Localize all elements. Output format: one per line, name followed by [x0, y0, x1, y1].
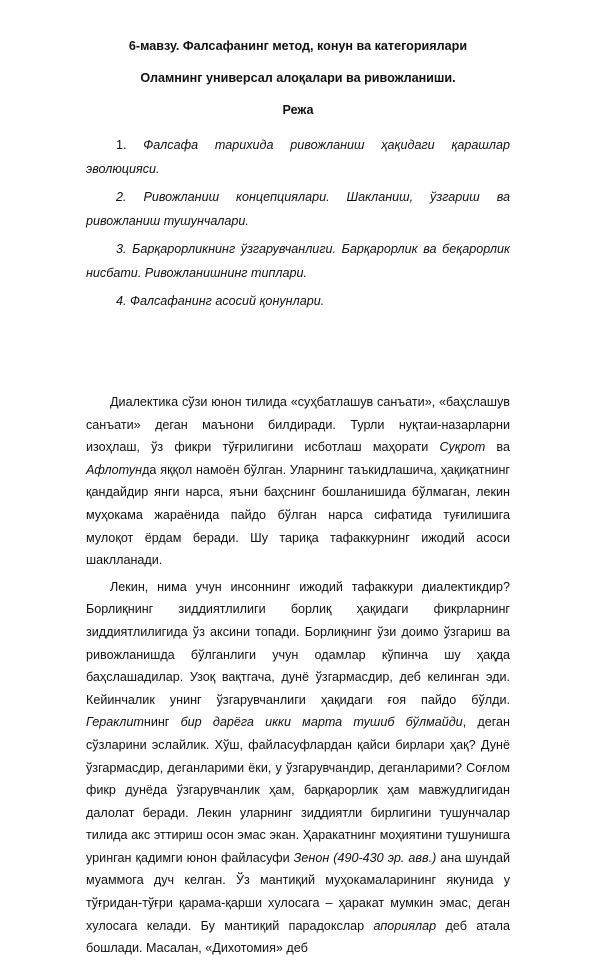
paragraph-text: деб атала бошлади. Масалан, «Дихотомия» деб — [86, 918, 510, 956]
name-heraclitus: Гераклит — [86, 715, 144, 730]
plan-item-number: 1. — [116, 138, 144, 152]
paragraph-text: , деган сўзларини эслайлик. Хўш, файласуфлардан қайси бирлари ҳақ? Дунё ўзгармасдир, деганларими ёки, у ўзгарувчандир, деганларими? Соғлом фикр дунёда ўзгарувчанлик ҳам, барқарорлик ҳам мавжудлигидан далолат беради. Лекин уларнинг зиддиятли бирлигини тушунчалар тилида акс эттириш осон эмас экан. Ҳаракатнинг моҳиятини тушунишга уринган қадимги юнон файласуфи — [86, 715, 510, 865]
plan-item-text: 2. Ривожланиш концепциялари. Шакланиш, ўзгариш ва ривожланиш тушунчалари. — [86, 190, 510, 228]
plan-item — [86, 185, 510, 233]
plan-item — [86, 133, 510, 181]
plan-item — [86, 237, 510, 285]
plan-heading: Режа — [282, 103, 314, 117]
topic-title: 6-мавзу. Фалсафанинг метод, конун ва категориялари — [128, 39, 468, 53]
plan-item-text: Фалсафа тарихида ривожланиш ҳақидаги қарашлар эволюцияси. — [86, 138, 510, 176]
plan-list — [86, 133, 510, 313]
body-paragraph — [86, 391, 510, 572]
paragraph-text: ана шундай муаммога дуч келган. Ўз мантиқий муҳокамаларининг якунида у тўғридан-тўғри қарама-қарши хулосага – ҳаракат мумкин эмас, деган хулосага келади. Бу мантиқий парадокслар — [86, 850, 511, 933]
topic-subtitle: Оламнинг универсал алоқалари ва ривожланиши. — [140, 71, 456, 85]
plan-item-text: 4. Фалсафанинг асосий қонунлари. — [116, 294, 325, 308]
plan-item-text: 3. Барқарорликнинг ўзгарувчанлиги. Барқарорлик ва беқарорлик нисбати. Ривожланишнинг типлари. — [86, 242, 510, 280]
body-paragraph — [86, 576, 510, 960]
quote-river: бир дарёга икки марта тушиб бўлмайди — [180, 715, 463, 730]
name-zeno: Зенон (490-430 эр. авв.) — [293, 850, 437, 865]
name-socrates: Суқрот — [439, 440, 486, 455]
plan-item — [86, 289, 510, 313]
section-gap — [86, 317, 510, 391]
paragraph-text: Лекин, нима учун инсоннинг ижодий тафаккури диалектикдир? Борлиқнинг зиддиятлилиги борлиқ ҳақидаги фикрларнинг зиддиятлилигида ўз аксини топади. Борлиқнинг ўзи доимо ўзгариш ва ривожланишда бўлганлиги учун одамлар кўпинча шу ҳақда баҳслашадилар. Узоқ вақтгача, дунё ўзгармасдир, деб келинган эди. Кейинчалик унинг ўзгарувчанлиги ҳақидаги ғоя пайдо бўлди. — [86, 579, 510, 707]
paragraph-text: ва — [485, 440, 510, 455]
paragraph-text: Диалектика сўзи юнон тилида «суҳбатлашув санъати», «баҳслашув санъати» деган маънони билдиради. Турли нуқтаи-назарларни изоҳлаш, ўз фикри тўғрилигини исботлаш маҳорати — [86, 395, 510, 455]
term-aporias: апориялар — [373, 918, 437, 933]
paragraph-text: нинг — [143, 715, 181, 730]
name-plato: Афлотун — [86, 462, 143, 477]
paragraph-text: да яққол намоён бўлган. Уларнинг таъкидлашича, ҳақиқатнинг қандайдир янги нарса, яъни баҳснинг бошланишида бўлмаган, лекин муҳокама жараёнида пайдо бўлган нарса сифатида туғилишига мулоқот ёрдам беради. Шу тариқа тафаккурнинг ижодий асоси шаклланади. — [86, 462, 510, 568]
